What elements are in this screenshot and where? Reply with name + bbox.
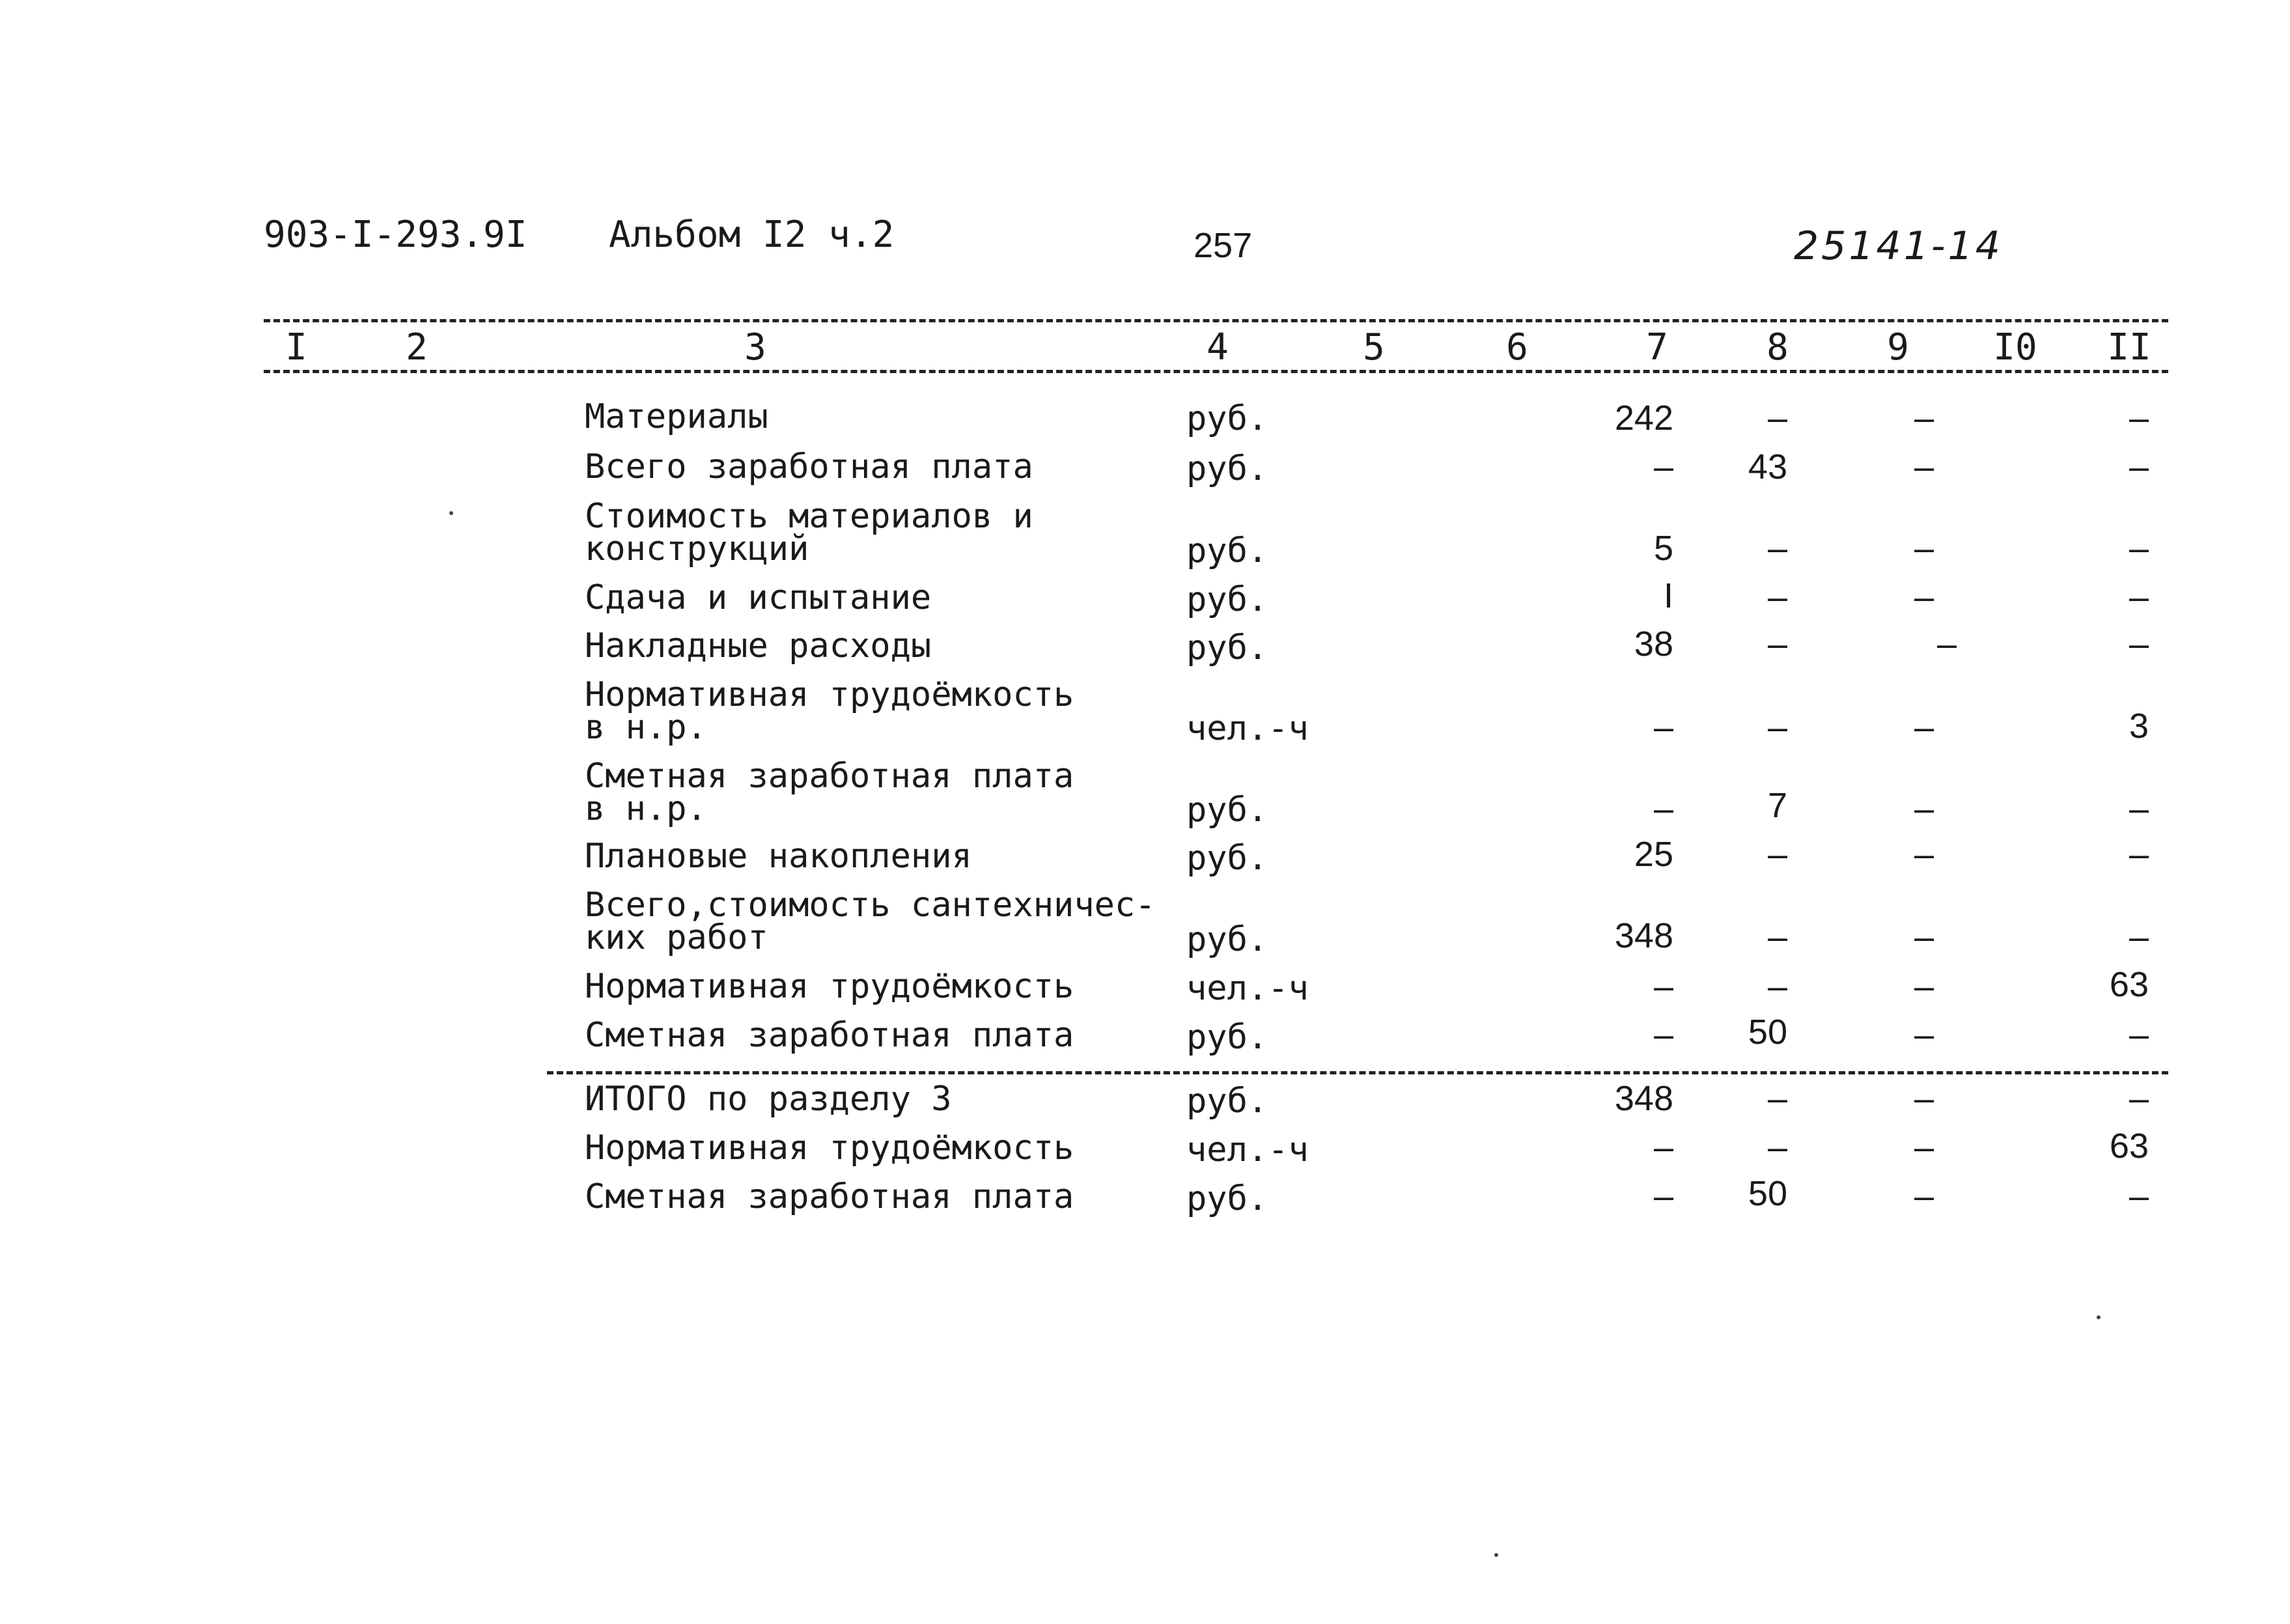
row-value-col11: –: [2129, 789, 2149, 828]
row-label: Стоимость материалов и конструкций: [585, 497, 1033, 568]
row-value-col11: 63: [2109, 965, 2149, 1004]
row-label: Нормативная трудоёмкость в н.р.: [585, 675, 1074, 747]
row-value-col9: –: [1914, 789, 1934, 828]
row-unit: руб.: [1186, 399, 1268, 438]
row-value-col8: 50: [1748, 1013, 1787, 1052]
column-number-7: 7: [1646, 326, 1668, 369]
total-value-col7: –: [1653, 1177, 1673, 1216]
row-value-col8: –: [1767, 967, 1787, 1006]
total-value-col7: 348: [1614, 1079, 1673, 1118]
row-value-col11: –: [2129, 1015, 2149, 1054]
total-value-col9: –: [1914, 1128, 1934, 1167]
column-number-5: 5: [1363, 326, 1385, 369]
total-value-col9: –: [1914, 1177, 1934, 1216]
total-label: Сметная заработная плата: [585, 1177, 1074, 1216]
row-value-col8: –: [1767, 708, 1787, 747]
row-value-col11: –: [2129, 835, 2149, 874]
row-label: Всего,стоимость сантехничес- ких работ: [585, 886, 1156, 957]
row-value-col7: 242: [1614, 399, 1673, 438]
row-unit: руб.: [1186, 791, 1268, 830]
header-top-rule: [264, 319, 2168, 322]
row-value-col9: –: [1914, 529, 1934, 568]
row-value-col9: –: [1914, 835, 1934, 874]
row-value-col11: 3: [2129, 707, 2149, 746]
row-value-col9: –: [1914, 708, 1934, 747]
total-value-col11: –: [2129, 1177, 2149, 1216]
row-value-col8: 7: [1767, 786, 1787, 825]
row-label: Материалы: [585, 397, 768, 436]
total-value-col8: 50: [1748, 1174, 1787, 1213]
row-value-col8: –: [1767, 529, 1787, 568]
row-label: Сметная заработная плата: [585, 1016, 1074, 1055]
row-value-col11: –: [2129, 624, 2149, 664]
section-total-rule: [547, 1071, 2168, 1074]
total-value-col9: –: [1914, 1079, 1934, 1118]
row-value-col11: –: [2129, 447, 2149, 486]
row-value-col7: –: [1653, 708, 1673, 747]
row-value-col7: –: [1653, 967, 1673, 1006]
total-value-col8: –: [1767, 1079, 1787, 1118]
scan-speck: [1494, 1553, 1498, 1557]
row-label: Сметная заработная плата в н.р.: [585, 757, 1074, 828]
row-value-col9: –: [1936, 624, 1957, 664]
scan-speck: [2097, 1315, 2101, 1319]
row-value-col8: –: [1767, 917, 1787, 957]
row-value-col7: –: [1653, 447, 1673, 486]
row-label: Нормативная трудоёмкость: [585, 967, 1074, 1006]
row-value-col7: 5: [1653, 529, 1673, 568]
total-unit: чел.-ч: [1186, 1130, 1309, 1169]
row-value-col8: –: [1767, 399, 1787, 438]
column-number-8: 8: [1766, 326, 1789, 369]
row-value-col8: –: [1767, 578, 1787, 617]
row-value-col7: 25: [1634, 835, 1673, 874]
row-label: Плановые накопления: [585, 837, 972, 876]
row-value-col8: 43: [1748, 447, 1787, 486]
total-label: ИТОГО по разделу 3: [585, 1080, 952, 1119]
row-unit: руб.: [1186, 628, 1268, 667]
column-number-2: 2: [406, 326, 428, 369]
row-unit: руб.: [1186, 580, 1268, 619]
row-label: Сдача и испытание: [585, 578, 932, 617]
total-value-col8: –: [1767, 1128, 1787, 1167]
row-value-col9: –: [1914, 967, 1934, 1006]
handwritten-code: 25141-14: [1794, 223, 2003, 269]
row-value-col7: 348: [1614, 916, 1673, 955]
column-number-3: 3: [744, 326, 766, 369]
row-value-col8: –: [1767, 624, 1787, 664]
row-label: Накладные расходы: [585, 626, 932, 665]
row-unit: руб.: [1186, 1018, 1268, 1057]
row-value-col9: –: [1914, 917, 1934, 957]
row-value-col8: –: [1767, 835, 1787, 874]
row-unit: руб.: [1186, 839, 1268, 878]
total-value-col7: –: [1653, 1128, 1673, 1167]
row-value-col9: –: [1914, 447, 1934, 486]
album-label: Альбом I2 ч.2: [609, 214, 895, 256]
row-value-col7: –: [1653, 789, 1673, 828]
row-value-col9: –: [1914, 1015, 1934, 1054]
row-unit: чел.-ч: [1186, 709, 1309, 748]
column-number-9: 9: [1887, 326, 1909, 369]
column-number-6: 6: [1506, 326, 1528, 369]
total-unit: руб.: [1186, 1179, 1268, 1218]
row-value-col7: –: [1653, 1015, 1673, 1054]
row-value-col11: –: [2129, 917, 2149, 957]
scan-speck: [449, 511, 453, 515]
row-value-col9: –: [1914, 578, 1934, 617]
document-number: 903-I-293.9I: [264, 214, 527, 256]
column-number-10: I0: [1993, 326, 2037, 369]
header-bottom-rule: [264, 370, 2168, 373]
column-number-1: I: [285, 326, 307, 369]
row-value-col11: –: [2129, 399, 2149, 438]
column-number-11: II: [2107, 326, 2151, 369]
total-value-col11: –: [2129, 1079, 2149, 1118]
row-unit: руб.: [1186, 920, 1268, 959]
total-label: Нормативная трудоёмкость: [585, 1128, 1074, 1168]
row-value-col7: 38: [1634, 624, 1673, 664]
row-label: Всего заработная плата: [585, 447, 1033, 486]
row-unit: руб.: [1186, 531, 1268, 570]
total-value-col11: 63: [2109, 1127, 2149, 1166]
row-value-col9: –: [1914, 399, 1934, 438]
row-unit: чел.-ч: [1186, 969, 1309, 1008]
total-unit: руб.: [1186, 1082, 1268, 1121]
row-value-col11: –: [2129, 578, 2149, 617]
column-number-4: 4: [1207, 326, 1229, 369]
row-unit: руб.: [1186, 449, 1268, 488]
page-number: 257: [1194, 226, 1253, 265]
row-value-col11: –: [2129, 529, 2149, 568]
row-value-col7: I: [1663, 576, 1673, 615]
